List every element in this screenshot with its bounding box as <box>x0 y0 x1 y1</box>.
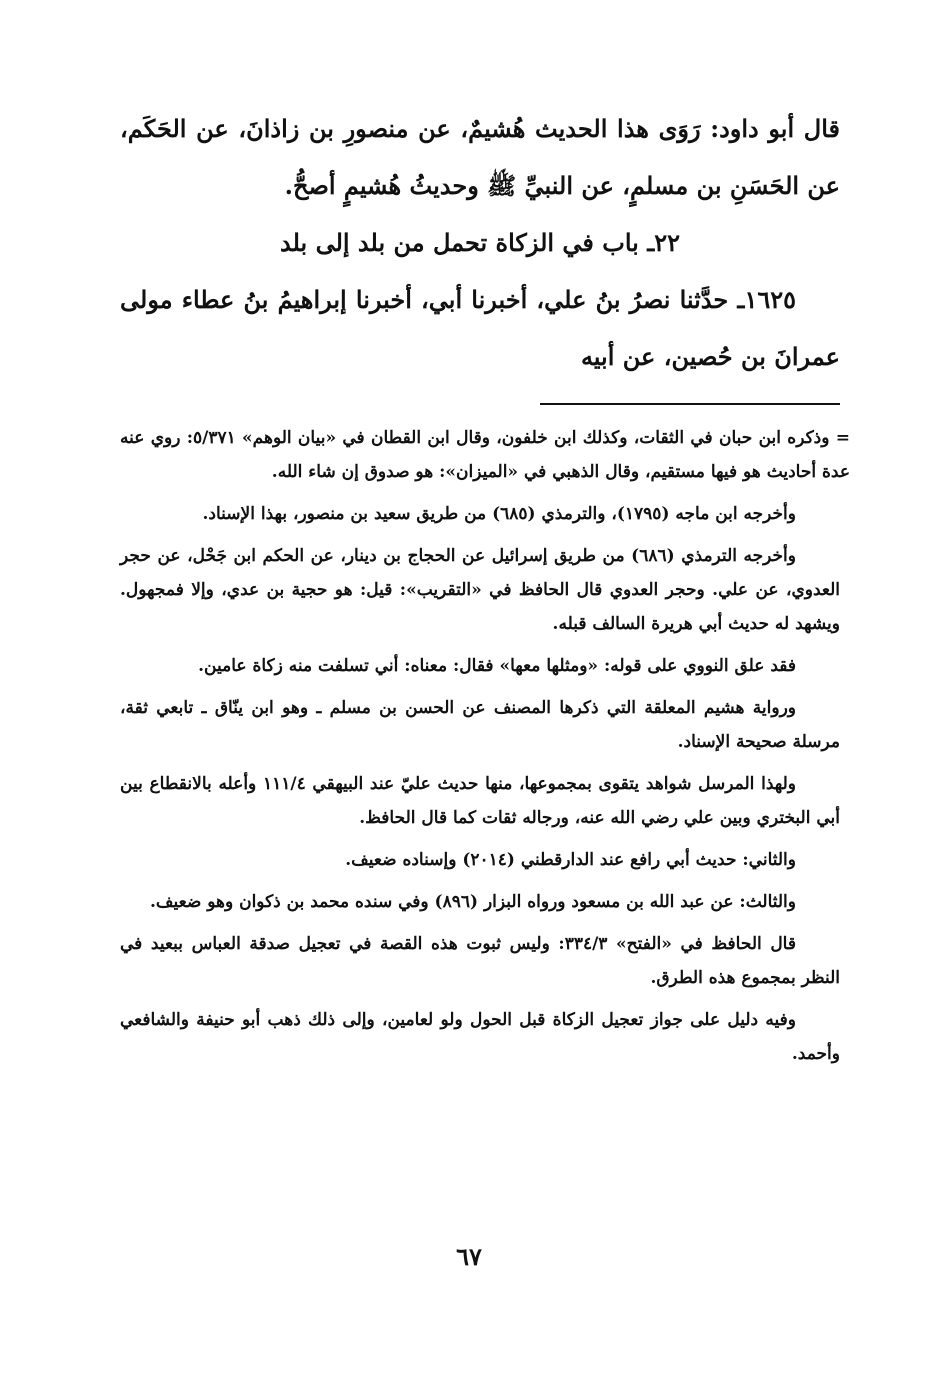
footnote-paragraph: والثاني: حديث أبي رافع عند الدارقطني (٢٠١٤) وإسناده ضعيف. <box>345 850 796 870</box>
chapter-heading: ٢٢ـ باب في الزكاة تحمل من بلد إلى بلد <box>279 228 681 257</box>
footnote-paragraph: ولهذا المرسل شواهد يتقوى بمجموعها، منها حديث عليّ عند البيهقي ١١١/٤ وأعله بالانقطاع بين أبي البختري وبين علي رضي الله عنه، ورجاله ثقات كما قال الحافظ. <box>120 774 840 828</box>
footnotes <box>120 421 850 1071</box>
footnote-paragraph: فقد علق النووي على قوله: «ومثلها معها» فقال: معناه: أني تسلفت منه زكاة عامين. <box>198 656 796 676</box>
footnote-paragraph: والثالث: عن عبد الله بن مسعود ورواه البزار (٨٩٦) وفي سنده محمد بن ذكوان وهو ضعيف. <box>150 892 796 912</box>
footnote-paragraph: = وذكره ابن حبان في الثقات، وكذلك ابن خلفون، وقال ابن القطان في «بيان الوهم» ٥/٣٧١: روي عنه عدة أحاديث هو فيها مستقيم، وقال الذهبي في «الميزان»: هو صدوق إن شاء الله. <box>120 428 850 482</box>
main-text <box>120 100 840 385</box>
page-number: ٦٧ <box>456 1242 482 1271</box>
footnote-paragraph: وفيه دليل على جواز تعجيل الزكاة قبل الحول ولو لعامين، وإلى ذلك ذهب أبو حنيفة والشافعي وأحمد. <box>120 1010 840 1064</box>
footnote-paragraph: قال الحافظ في «الفتح» ٣٣٤/٣: وليس ثبوت هذه القصة في تعجيل صدقة العباس ببعيد في النظر بمجموع هذه الطرق. <box>120 934 840 988</box>
footnote-paragraph: ورواية هشيم المعلقة التي ذكرها المصنف عن الحسن بن مسلم ـ وهو ابن ينّاق ـ تابعي ثقة، مرسلة صحيحة الإسناد. <box>120 698 840 752</box>
footnote-separator <box>540 403 840 405</box>
footnote-paragraph: وأخرجه الترمذي (٦٨٦) من طريق إسرائيل عن الحجاج بن دينار، عن الحكم ابن جَحْل، عن حجر العدوي، عن علي. وحجر العدوي قال الحافظ في «التقريب»: قيل: هو حجية بن عدي، وإلا فمجهول. ويشهد له حديث أبي هريرة السالف قبله. <box>120 546 840 634</box>
main-paragraph-2: ١٦٢٥ـ حدَّثنا نصرُ بنُ علي، أخبرنا أبي، أخبرنا إبراهيمُ بنُ عطاء مولى عمرانَ بن حُصين، عن أبيه <box>120 285 840 371</box>
main-paragraph-1: قال أبو داود: رَوَى هذا الحديث هُشيمٌ، عن منصورِ بن زاذانَ، عن الحَكَم، عن الحَسَنِ بن مسلمٍ، عن النبيِّ ﷺ وحديثُ هُشيمٍ أصحُّ. <box>120 114 840 200</box>
page-content <box>120 100 850 1079</box>
footnote-paragraph: وأخرجه ابن ماجه (١٧٩٥)، والترمذي (٦٨٥) من طريق سعيد بن منصور، بهذا الإسناد. <box>202 504 796 524</box>
